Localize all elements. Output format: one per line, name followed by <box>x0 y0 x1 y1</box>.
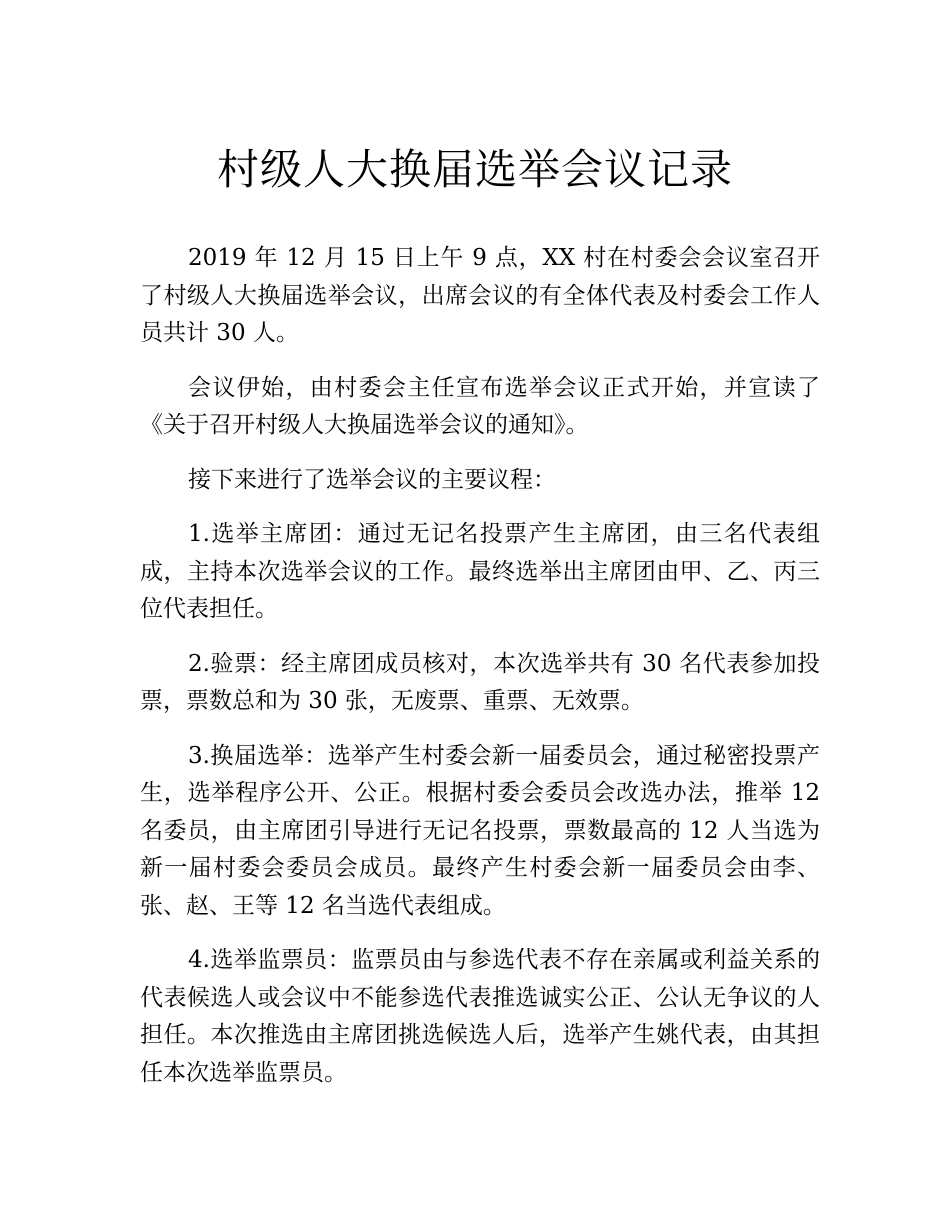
paragraph-agenda-item-4: 4.选举监票员：监票员由与参选代表不存在亲属或利益关系的代表候选人或会议中不能参选代表推选诚实公正、公认无争议的人担任。本次推选由主席团挑选候选人后，选举产生姚代表，由其担任本次选举监票员。 <box>140 947 820 1086</box>
paragraph-agenda-intro: 接下来进行了选举会议的主要议程： <box>188 466 556 493</box>
paragraph-meeting-intro: 2019 年 12 月 15 日上午 9 点，XX 村在村委会会议室召开了村级人大换届选举会议，出席会议的有全体代表及村委会工作人员共计 30 人。 <box>140 245 820 346</box>
paragraph-agenda-item-1: 1.选举主席团：通过无记名投票产生主席团，由三名代表组成，主持本次选举会议的工作。最终选举出主席团由甲、乙、丙三位代表担任。 <box>140 521 820 622</box>
document-title: 村级人大换届选举会议记录 <box>216 145 733 194</box>
document-body <box>140 240 820 1109</box>
paragraph-opening: 会议伊始，由村委会主任宣布选举会议正式开始，并宣读了《关于召开村级人大换届选举会议的通知》。 <box>140 374 820 438</box>
paragraph-agenda-item-2: 2.验票：经主席团成员核对，本次选举共有 30 名代表参加投票，票数总和为 30 张，无废票、重票、无效票。 <box>140 650 820 714</box>
paragraph-agenda-item-3: 3.换届选举：选举产生村委会新一届委员会，通过秘密投票产生，选举程序公开、公正。根据村委会委员会改选办法，推举 12 名委员，由主席团引导进行无记名投票，票数最高的 12 人当选为新一届村委会委员会成员。最终产生村委会新一届委员会由李、张、赵、王等 12 名当选代表组成。 <box>140 742 820 919</box>
